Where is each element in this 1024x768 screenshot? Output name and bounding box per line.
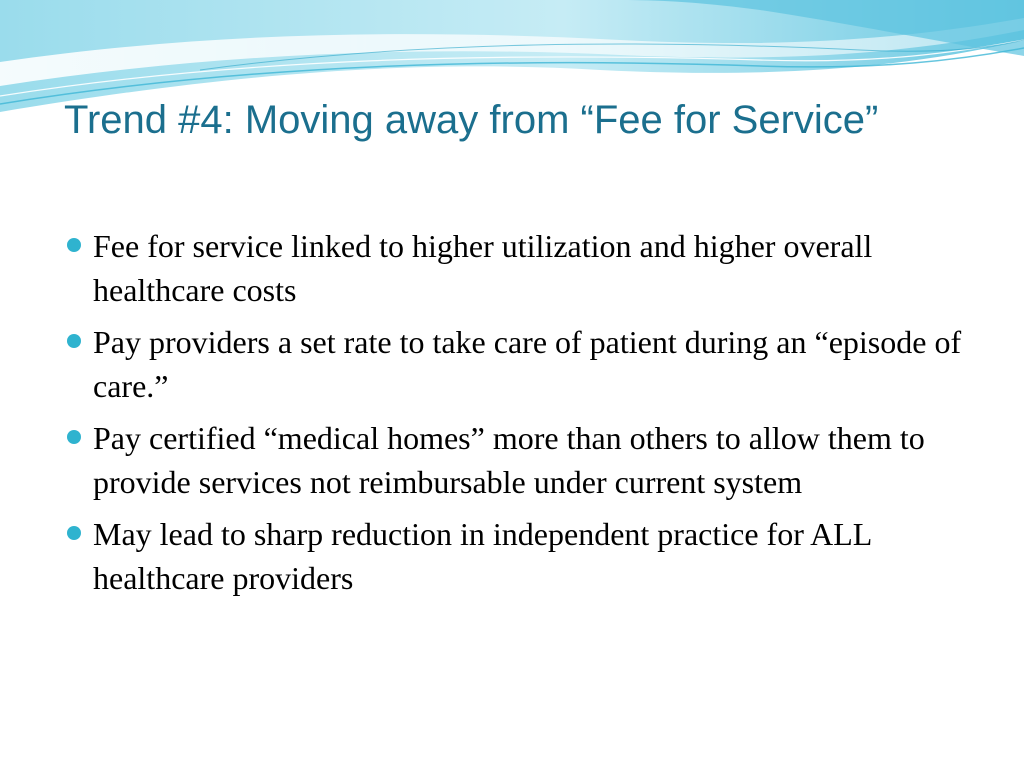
- bullet-text: Pay providers a set rate to take care of patient during an “episode of care.”: [93, 324, 962, 404]
- filled-circle-bullet-icon: [67, 238, 81, 252]
- filled-circle-bullet-icon: [67, 430, 81, 444]
- filled-circle-bullet-icon: [67, 334, 81, 348]
- bullet-text: May lead to sharp reduction in independent practice for ALL healthcare providers: [93, 516, 872, 596]
- bullet-item: [64, 416, 964, 504]
- filled-circle-bullet-icon: [67, 526, 81, 540]
- bullet-text: Pay certified “medical homes” more than others to allow them to provide services not reimbursable under current system: [93, 420, 925, 500]
- bullet-list: [64, 224, 964, 608]
- bullet-item: [64, 512, 964, 600]
- bullet-text: Fee for service linked to higher utilization and higher overall healthcare costs: [93, 228, 873, 308]
- bullet-item: [64, 224, 964, 312]
- slide-title: Trend #4: Moving away from “Fee for Service”: [64, 98, 879, 142]
- bullet-item: [64, 320, 964, 408]
